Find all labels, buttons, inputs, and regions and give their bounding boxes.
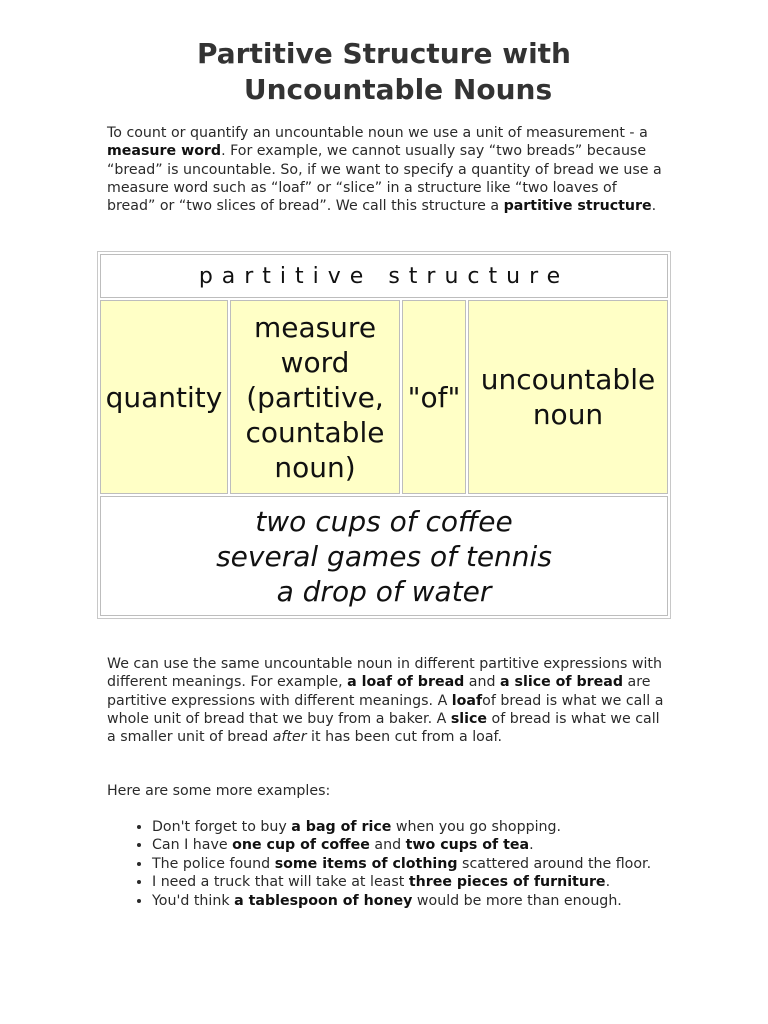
list-text: scattered around the floor.: [457, 855, 652, 872]
para-text: of bread is what we call a whole unit of bread that we buy from a baker. A: [107, 692, 664, 727]
intro-text: To count or quantify an uncountable noun we use a unit of measurement - a: [107, 125, 648, 141]
intro-text: . For example, we cannot usually say “two breads” because “bread” is uncountable. So, if we want to specify a quantity of bread we use a measure word such as “loaf” or “slice” in a structure like “two loaves of bread” or “two slices of bread”. We call this structure a: [107, 143, 662, 215]
example-line: several games of tennis: [216, 539, 552, 573]
title-line-1: Partitive Structure with: [197, 37, 571, 70]
intro-term-measure-word: measure word: [107, 143, 222, 160]
partitive-structure-table: [97, 251, 671, 619]
measure-line: countable: [245, 415, 385, 449]
list-item: [152, 855, 752, 873]
list-text: when you go shopping.: [391, 819, 562, 835]
emphasis-after: after: [272, 729, 307, 746]
noun-line: noun: [532, 398, 604, 431]
cell-measure-word: [230, 300, 400, 494]
list-item: [152, 818, 752, 836]
intro-text: .: [651, 198, 657, 215]
list-item: [152, 836, 752, 854]
term-slice: slice: [450, 710, 488, 727]
list-term: a bag of rice: [291, 819, 392, 835]
list-term: a tablespoon of honey: [234, 892, 413, 909]
para-text: of bread is what we call a smaller unit of bread: [107, 710, 660, 746]
examples-intro: Here are some more examples:: [107, 783, 331, 799]
examples-list: [107, 818, 752, 910]
para-text: it has been cut from a loaf.: [306, 729, 503, 746]
table-header: partitive structure: [100, 254, 668, 298]
term-loaf-of-bread: a loaf of bread: [347, 674, 465, 691]
example-line: two cups of coffee: [255, 504, 513, 538]
list-text: Don't forget to buy: [152, 819, 292, 835]
list-text: You'd think: [152, 892, 235, 909]
noun-line: uncountable: [480, 363, 656, 396]
intro-paragraph: [107, 124, 667, 215]
measure-line: noun): [274, 450, 356, 484]
meanings-paragraph: [107, 655, 667, 746]
para-text: and: [464, 674, 501, 691]
list-item: [152, 892, 752, 910]
list-text: .: [605, 874, 611, 891]
table-examples: [100, 496, 668, 616]
list-term: two cups of tea: [405, 837, 530, 854]
list-text: and: [369, 837, 406, 854]
list-text: The police found: [152, 855, 275, 872]
page-title: [0, 36, 768, 108]
list-text: .: [529, 837, 534, 854]
example-line: a drop of water: [276, 574, 492, 608]
intro-term-partitive-structure: partitive structure: [503, 198, 652, 215]
cell-uncountable-noun: [468, 300, 668, 494]
list-term: one cup of coffee: [232, 837, 370, 854]
para-text: We can use the same uncountable noun in different partitive expressions with different meanings. For example,: [107, 656, 662, 691]
term-loaf: loaf: [451, 692, 483, 709]
para-text: are partitive expressions with different meanings. A: [107, 674, 651, 709]
list-text: would be more than enough.: [412, 892, 622, 909]
list-text: I need a truck that will take at least: [152, 874, 409, 891]
measure-line: measure: [253, 310, 377, 344]
list-text: Can I have: [152, 837, 233, 854]
measure-line: (partitive,: [246, 380, 384, 414]
list-term: three pieces of furniture: [408, 874, 606, 891]
cell-quantity: quantity: [100, 300, 228, 494]
term-slice-of-bread: a slice of bread: [500, 674, 624, 691]
cell-of: "of": [402, 300, 466, 494]
title-line-2: Uncountable Nouns: [243, 73, 553, 106]
list-term: some items of clothing: [274, 855, 458, 872]
list-item: [152, 873, 752, 891]
measure-line: word: [280, 345, 350, 379]
